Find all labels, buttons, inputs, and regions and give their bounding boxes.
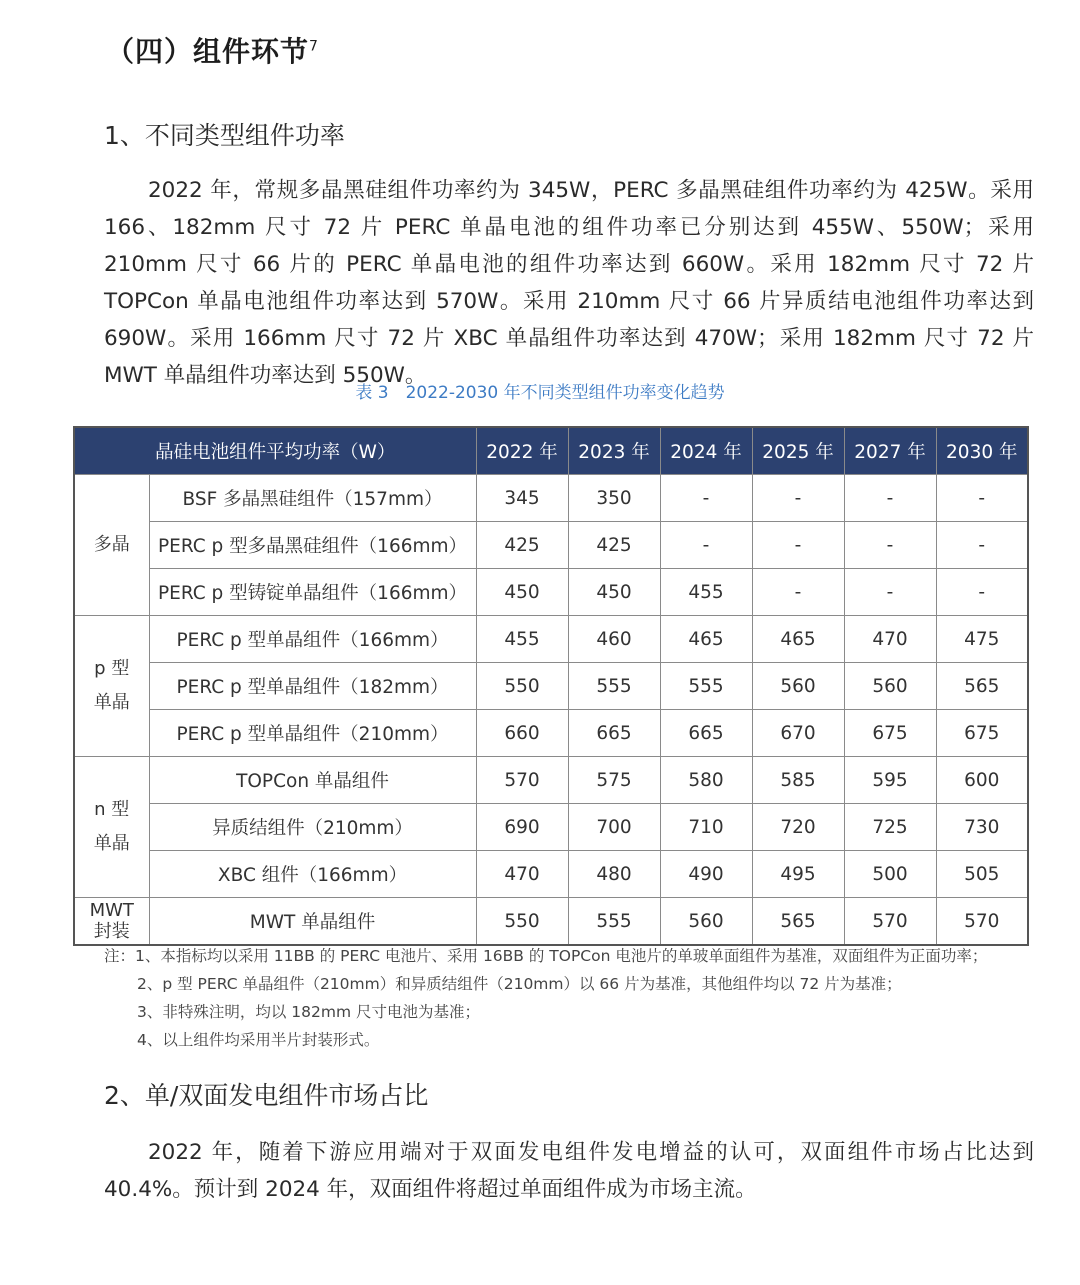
cell: 725 bbox=[844, 804, 936, 851]
table-row bbox=[74, 663, 1028, 710]
table-header-row bbox=[74, 427, 1028, 475]
cell: - bbox=[752, 475, 844, 522]
cell: 565 bbox=[752, 898, 844, 946]
table-row bbox=[74, 522, 1028, 569]
row-name: TOPCon 单晶组件 bbox=[149, 757, 476, 804]
header-year: 2024 年 bbox=[660, 427, 752, 475]
cell: 505 bbox=[936, 851, 1028, 898]
cell: 730 bbox=[936, 804, 1028, 851]
cell: 575 bbox=[568, 757, 660, 804]
table-row bbox=[74, 475, 1028, 522]
cell: 425 bbox=[568, 522, 660, 569]
cell: 345 bbox=[476, 475, 568, 522]
row-name: PERC p 型单晶组件（182mm） bbox=[149, 663, 476, 710]
cell: 710 bbox=[660, 804, 752, 851]
table-row bbox=[74, 898, 1028, 946]
cell: 570 bbox=[844, 898, 936, 946]
cell: 450 bbox=[476, 569, 568, 616]
note-line: 3、非特殊注明，均以 182mm 尺寸电池为基准； bbox=[137, 1003, 480, 1021]
table-caption: 表 3 2022-2030 年不同类型组件功率变化趋势 bbox=[355, 383, 725, 403]
note-line: 2、p 型 PERC 单晶组件（210mm）和异质结组件（210mm）以 66 片为基准，其他组件均以 72 片为基准； bbox=[137, 975, 902, 993]
note-line: 注：1、本指标均以采用 11BB 的 PERC 电池片、采用 16BB 的 TOPCon 电池片的单玻单面组件为基准，双面组件为正面功率； bbox=[104, 947, 988, 965]
group-poly: 多晶 bbox=[74, 475, 149, 616]
cell: 700 bbox=[568, 804, 660, 851]
cell: 675 bbox=[936, 710, 1028, 757]
cell: - bbox=[844, 475, 936, 522]
cell: 560 bbox=[660, 898, 752, 946]
header-year: 2027 年 bbox=[844, 427, 936, 475]
cell: 670 bbox=[752, 710, 844, 757]
cell: - bbox=[936, 522, 1028, 569]
cell: 460 bbox=[568, 616, 660, 663]
cell: 595 bbox=[844, 757, 936, 804]
cell: 490 bbox=[660, 851, 752, 898]
header-year: 2025 年 bbox=[752, 427, 844, 475]
paragraph-1 bbox=[104, 172, 1034, 394]
cell: 600 bbox=[936, 757, 1028, 804]
table-row bbox=[74, 757, 1028, 804]
subsection-title-2: 2、单/双面发电组件市场占比 bbox=[104, 1081, 429, 1110]
cell: - bbox=[752, 522, 844, 569]
table-row bbox=[74, 851, 1028, 898]
cell: 570 bbox=[936, 898, 1028, 946]
table-row bbox=[74, 804, 1028, 851]
cell: 580 bbox=[660, 757, 752, 804]
cell: 350 bbox=[568, 475, 660, 522]
group-p-mono: p 型 单晶 bbox=[74, 616, 149, 757]
cell: 425 bbox=[476, 522, 568, 569]
section-heading-text: （四）组件环节 bbox=[106, 35, 310, 68]
cell: 665 bbox=[568, 710, 660, 757]
cell: 675 bbox=[844, 710, 936, 757]
table-row bbox=[74, 616, 1028, 663]
cell: 455 bbox=[660, 569, 752, 616]
module-power-table bbox=[73, 426, 1029, 946]
cell: - bbox=[844, 569, 936, 616]
row-name: PERC p 型铸锭单晶组件（166mm） bbox=[149, 569, 476, 616]
cell: - bbox=[936, 475, 1028, 522]
header-year: 2023 年 bbox=[568, 427, 660, 475]
cell: 465 bbox=[660, 616, 752, 663]
cell: 470 bbox=[844, 616, 936, 663]
cell: 555 bbox=[568, 663, 660, 710]
section-heading bbox=[106, 30, 319, 70]
cell: 570 bbox=[476, 757, 568, 804]
row-name: PERC p 型单晶组件（210mm） bbox=[149, 710, 476, 757]
table-notes bbox=[104, 942, 987, 1054]
cell: - bbox=[752, 569, 844, 616]
paragraph-2 bbox=[104, 1134, 1034, 1208]
cell: - bbox=[936, 569, 1028, 616]
note-line: 4、以上组件均采用半片封装形式。 bbox=[137, 1031, 380, 1049]
row-name: MWT 单晶组件 bbox=[149, 898, 476, 946]
cell: 455 bbox=[476, 616, 568, 663]
cell: 565 bbox=[936, 663, 1028, 710]
cell: 720 bbox=[752, 804, 844, 851]
cell: 470 bbox=[476, 851, 568, 898]
cell: 495 bbox=[752, 851, 844, 898]
paragraph-1-text: 2022 年，常规多晶黑硅组件功率约为 345W，PERC 多晶黑硅组件功率约为 425W。采用 166、182mm 尺寸 72 片 PERC 单晶电池的组件功率已分别达到 455W、550W；采用 210mm 尺寸 66 片的 PERC 单晶电池的组件功率达到 660W。采用 182mm 尺寸 72 片 TOPCon 单晶电池组件功率达到 570W。采用 210mm 尺寸 66 片异质结电池组件功率达到 690W。采用 166mm 尺寸 72 片 XBC 单晶组件功率达到 470W；采用 182mm 尺寸 72 片 MWT 单晶组件功率达到 550W。 bbox=[104, 178, 1034, 388]
cell: 450 bbox=[568, 569, 660, 616]
row-name: PERC p 型单晶组件（166mm） bbox=[149, 616, 476, 663]
cell: 660 bbox=[476, 710, 568, 757]
group-n-mono: n 型 单晶 bbox=[74, 757, 149, 898]
row-name: PERC p 型多晶黑硅组件（166mm） bbox=[149, 522, 476, 569]
cell: 500 bbox=[844, 851, 936, 898]
cell: 690 bbox=[476, 804, 568, 851]
cell: - bbox=[660, 522, 752, 569]
row-name: BSF 多晶黑硅组件（157mm） bbox=[149, 475, 476, 522]
cell: 665 bbox=[660, 710, 752, 757]
cell: - bbox=[660, 475, 752, 522]
cell: 465 bbox=[752, 616, 844, 663]
header-metric: 晶硅电池组件平均功率（W） bbox=[74, 427, 476, 475]
group-mwt: MWT 封装 bbox=[74, 898, 149, 946]
footnote-ref[interactable]: 7 bbox=[309, 38, 319, 55]
header-year: 2030 年 bbox=[936, 427, 1028, 475]
cell: 585 bbox=[752, 757, 844, 804]
table-row bbox=[74, 710, 1028, 757]
header-year: 2022 年 bbox=[476, 427, 568, 475]
cell: 555 bbox=[568, 898, 660, 946]
row-name: 异质结组件（210mm） bbox=[149, 804, 476, 851]
cell: 555 bbox=[660, 663, 752, 710]
cell: 475 bbox=[936, 616, 1028, 663]
cell: 560 bbox=[752, 663, 844, 710]
row-name: XBC 组件（166mm） bbox=[149, 851, 476, 898]
cell: 560 bbox=[844, 663, 936, 710]
cell: 550 bbox=[476, 663, 568, 710]
cell: 550 bbox=[476, 898, 568, 946]
table-row bbox=[74, 569, 1028, 616]
cell: - bbox=[844, 522, 936, 569]
cell: 480 bbox=[568, 851, 660, 898]
paragraph-2-text: 2022 年，随着下游应用端对于双面发电组件发电增益的认可，双面组件市场占比达到 40.4%。预计到 2024 年，双面组件将超过单面组件成为市场主流。 bbox=[104, 1140, 1034, 1202]
subsection-title-1: 1、不同类型组件功率 bbox=[104, 121, 345, 150]
